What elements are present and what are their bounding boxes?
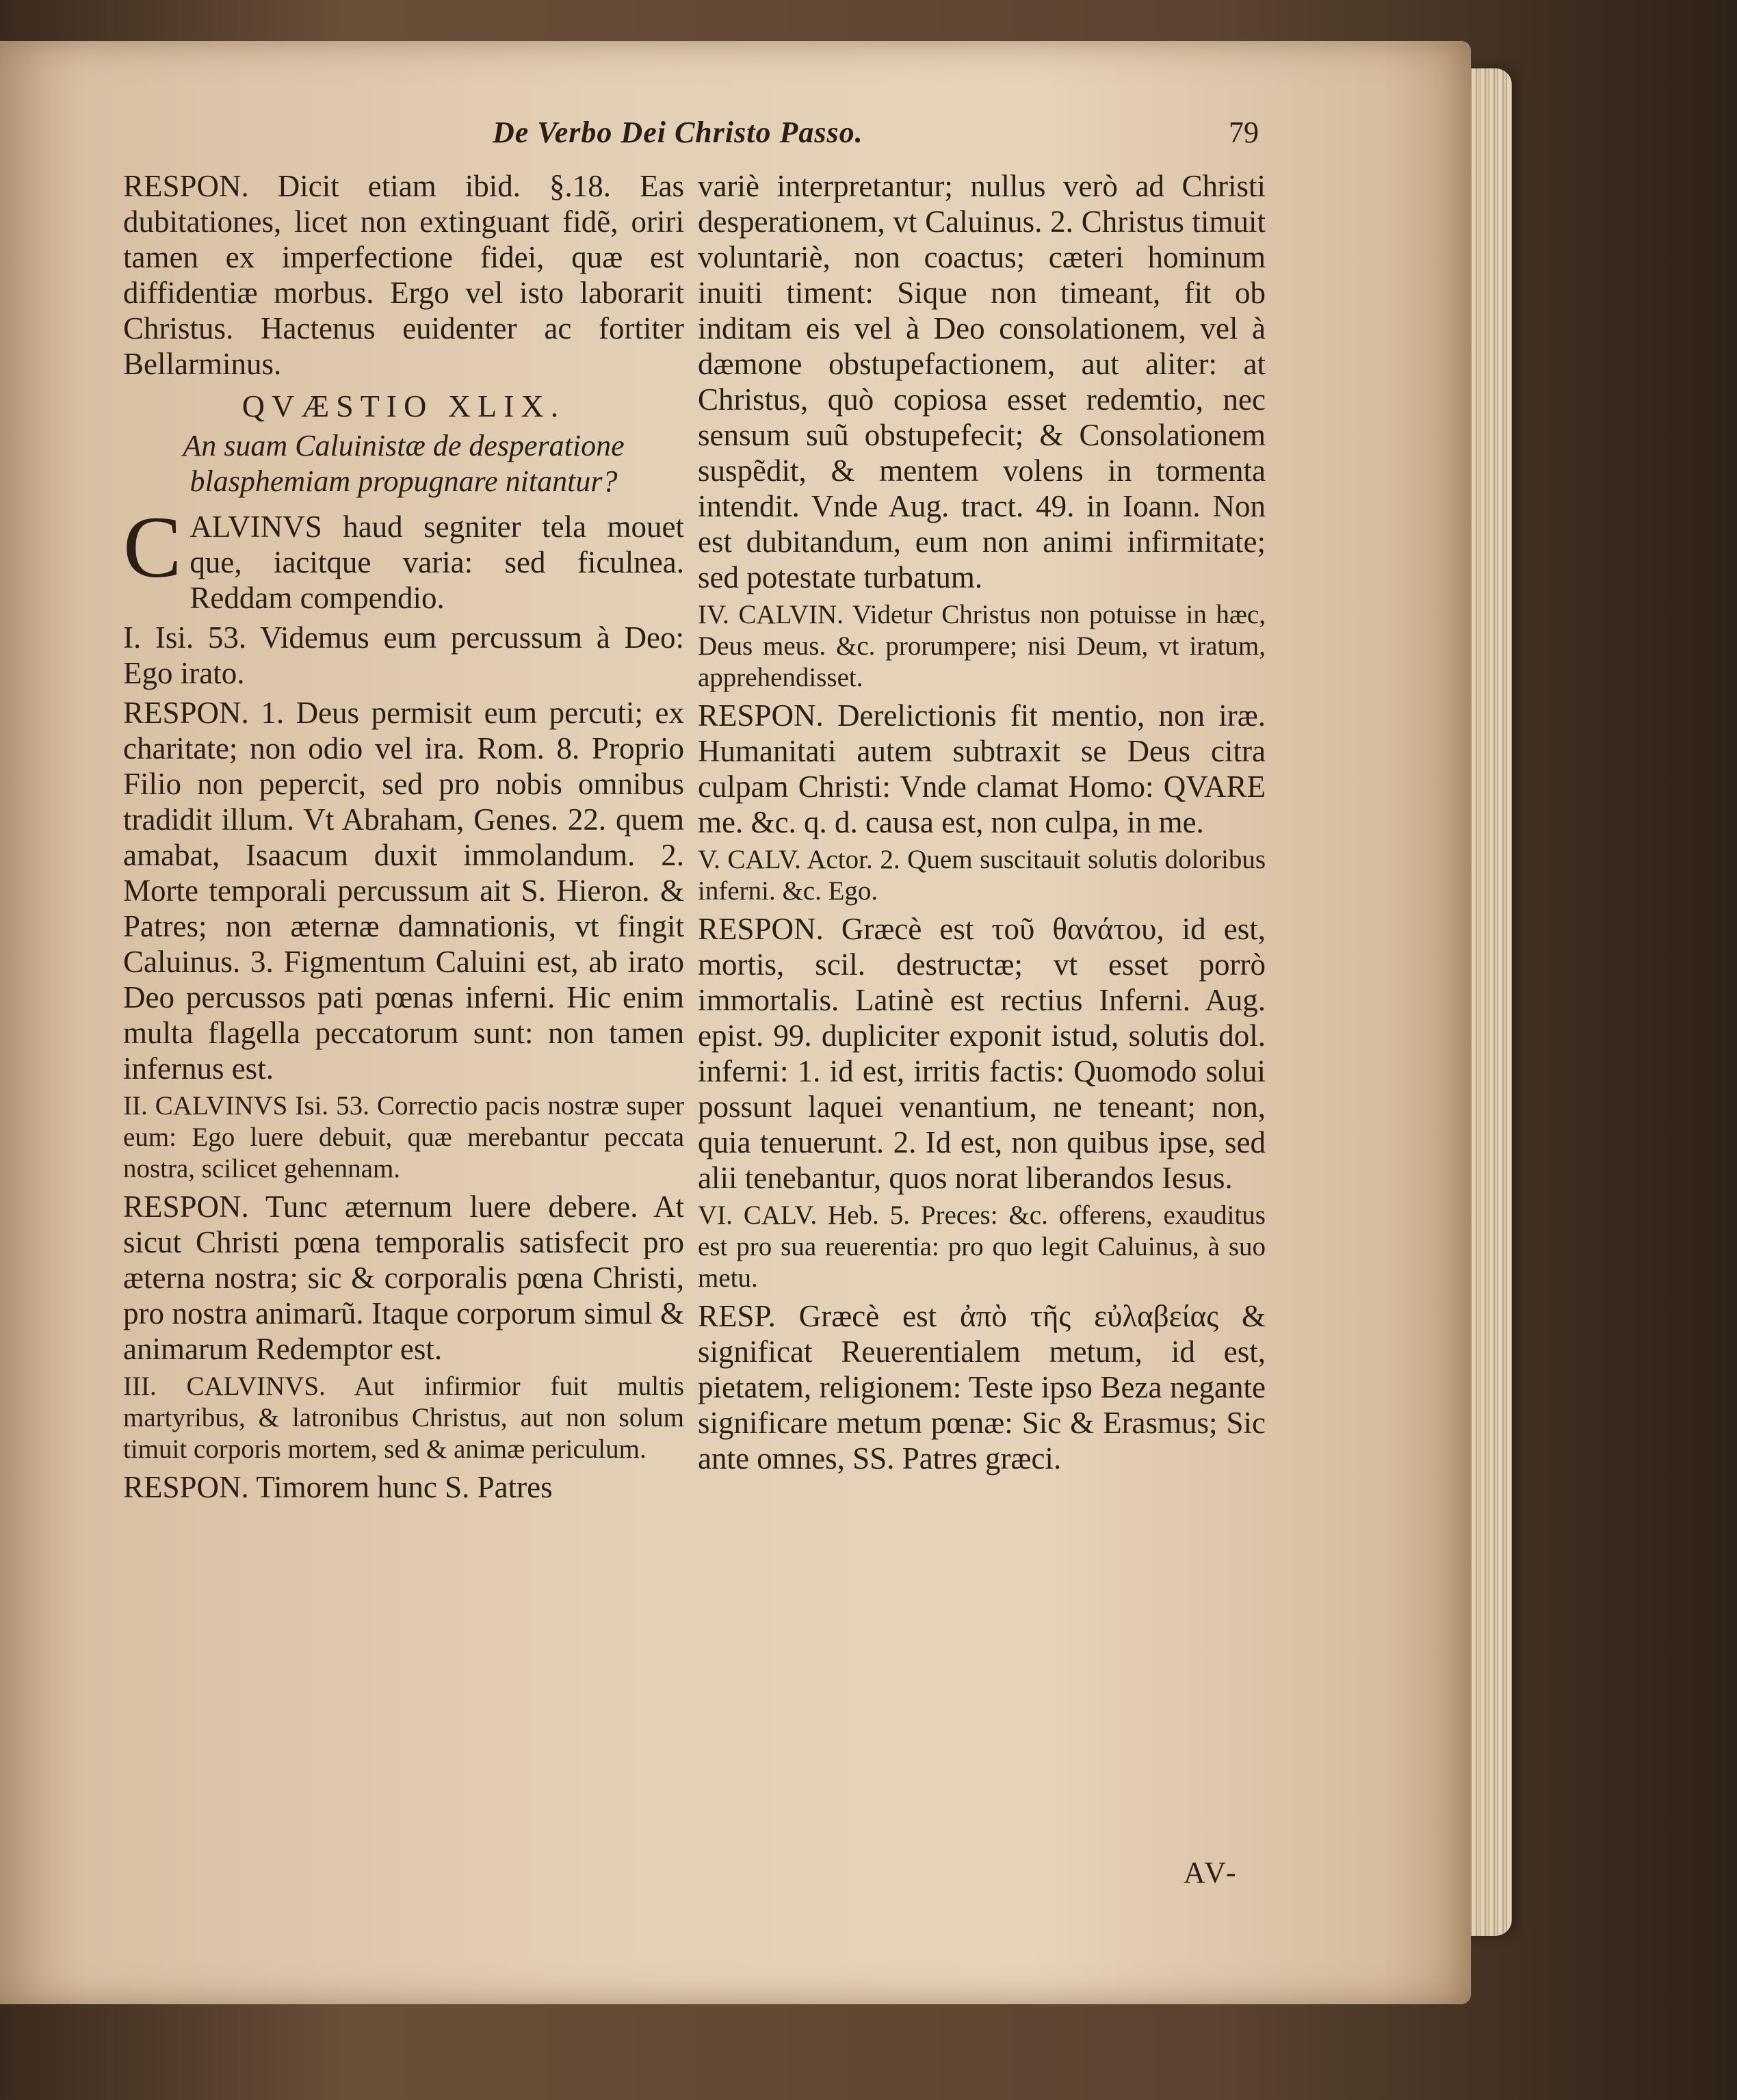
question-title: QVÆSTIO XLIX. (241, 389, 566, 423)
paragraph: RESPON. Dicit etiam ibid. §.18. Eas dubitationes, licet non extinguant fidẽ, oriri tamen ex imperfectione fidei, quæ est diffidentiæ morbus. Ergo vel isto laborarit Christus. Hactenus euidenter ac fortiter Bellarminus. (123, 169, 684, 381)
paragraph: I. Isi. 53. Videmus eum percussum à Deo: Ego irato. (123, 620, 684, 690)
paragraph: variè interpretantur; nullus verò ad Christi desperationem, vt Caluinus. 2. Christus timuit voluntariè, non coactus; cæteri hominum inuiti timent: Sique non timeant, fit ob inditam eis vel à Deo consolationem, vel à dæmone obstupefactionem, aut aliter: at Christus, quò copiosa esset redemtio, nec sensum suũ obstupefecit; & Consolationem suspẽdit, & mentem volens in tormenta intendit. Vnde Aug. tract. 49. in Ioann. Non est dubitandum, eum non animi infirmitate; sed potestate turbatum. (698, 169, 1266, 594)
paragraph-text: ALVINVS haud segniter tela mouet que, iacitque varia: sed ficulnea. Reddam compendio. (190, 510, 684, 615)
paragraph: RESPON. Timorem hunc S. Patres (123, 1470, 553, 1504)
paragraph: VI. CALV. Heb. 5. Preces: &c. offerens, exauditus est pro sua reuerentia: pro quo legit Caluinus, à suo metu. (698, 1200, 1266, 1293)
paragraph: RESPON. Derelictionis fit mentio, non iræ. Humanitati autem subtraxit se Deus citra culpam Christi: Vnde clamat Homo: QVARE me. &c. q. d. causa est, non culpa, in me. (698, 698, 1266, 839)
paragraph: III. CALVINVS. Aut infirmior fuit multis martyribus, & latronibus Christus, aut non solum timuit corporis mortem, sed & animæ periculum. (123, 1371, 684, 1464)
drop-cap: C (123, 499, 182, 596)
question-subtitle: An suam Caluinistæ de desperatione blasphemiam propugnare nitantur? (183, 429, 625, 498)
paragraph: RESPON. Tunc æternum luere debere. At sicut Christi pœna temporalis satisfecit pro æterna nostra; sic & corporalis pœna Christi, pro nostra animarũ. Itaque corporum simul & animarum Redemptor est. (123, 1190, 684, 1366)
paragraph: II. CALVINVS Isi. 53. Correctio pacis nostræ super eum: Ego luere debuit, quæ merebantur peccata nostra, scilicet gehennam. (123, 1091, 684, 1183)
paragraph-with-dropcap (123, 499, 684, 616)
paragraph: RESP. Græcè est ἀπὸ τῆς εὐλαβείας & significat Reuerentialem metum, id est, pietatem, religionem: Teste ipso Beza negante significare metum pœnæ: Sic & Erasmus; Sic ante omnes, SS. Patres græci. (698, 1299, 1266, 1475)
left-column (123, 168, 684, 1509)
page-header (137, 115, 1259, 163)
paragraph: RESPON. 1. Deus permisit eum percuti; ex charitate; non odio vel ira. Rom. 8. Proprio Filio non pepercit, sed pro nobis omnibus tradidit illum. Vt Abraham, Genes. 22. quem amabat, Isaacum duxit immolandum. 2. Morte temporali percussum ait S. Hieron. & Patres; non æternæ damnationis, vt fingit Caluinus. 3. Figmentum Caluini est, ab irato Deo percussos pati pœnas inferni. Hic enim multa flagella peccatorum sunt: non tamen infernus est. (123, 696, 684, 1086)
paragraph: IV. CALVIN. Videtur Christus non potuisse in hæc, Deus meus. &c. prorumpere; nisi Deum, vt iratum, apprehendisset. (698, 600, 1266, 692)
paragraph: RESPON. Græcè est τοῦ θανάτου, id est, mortis, scil. destructæ; vt esset porrò immortalis. Latinè est rectius Inferni. Aug. epist. 99. dupliciter exponit istud, solutis dol. inferni: 1. id est, irritis factis: Quomodo solui possunt laquei venantium, ne teneant; non, quia tenuerunt. 2. Id est, non quibus ipse, sed alii tenebantur, quos norat liberandos Iesus. (698, 912, 1266, 1195)
right-column (698, 168, 1266, 1480)
paragraph: V. CALV. Actor. 2. Quem suscitauit solutis doloribus inferni. &c. Ego. (698, 845, 1266, 906)
catchword: AV- (1184, 1856, 1239, 1889)
page-number: 79 (1229, 116, 1259, 149)
running-title: De Verbo Dei Christo Passo. (493, 116, 863, 149)
